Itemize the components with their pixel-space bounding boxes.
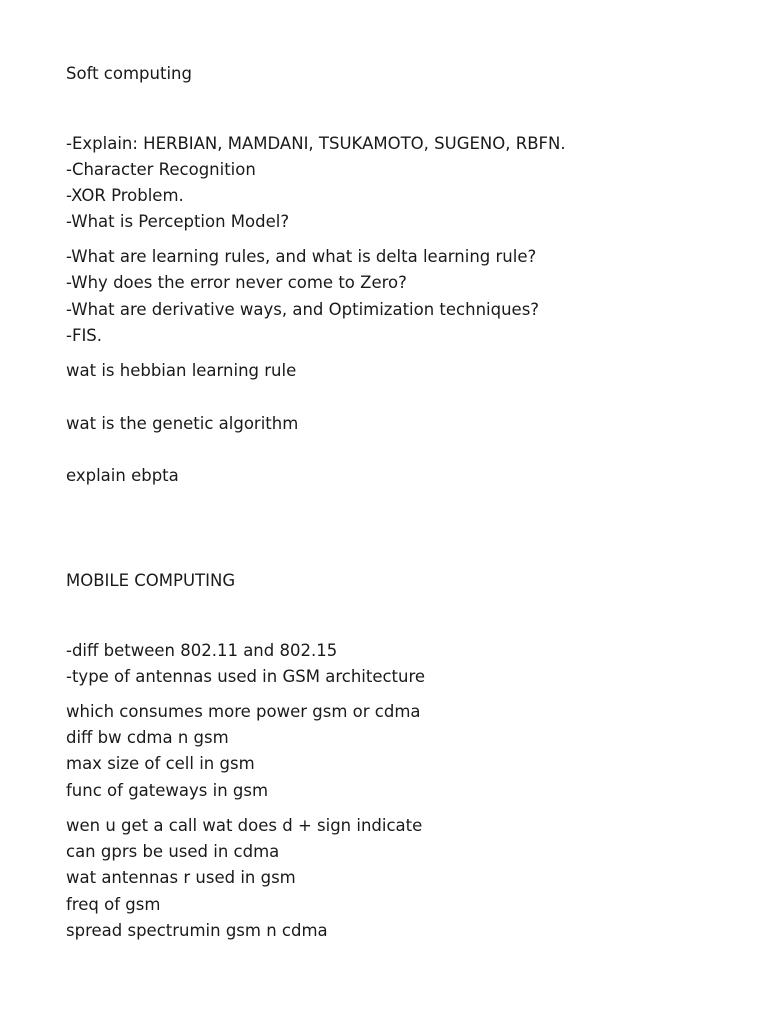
list-item: which consumes more power gsm or cdma [66,702,421,721]
list-item: -diff between 802.11 and 802.15 [66,641,338,660]
list-item: func of gateways in gsm [66,781,269,800]
list-item: wat antennas r used in gsm [66,868,296,887]
list-item: spread spectrumin gsm n cdma [66,921,328,940]
list-item: freq of gsm [66,895,161,914]
list-item: diff bw cdma n gsm [66,728,229,747]
list-item: max size of cell in gsm [66,754,255,773]
mobile-computing-heading: MOBILE COMPUTING [66,571,236,590]
list-item: wen u get a call wat does d + sign indicate [66,816,423,835]
soft-computing-heading: Soft computing [66,64,192,83]
list-item: -What is Perception Model? [66,212,290,231]
list-item: can gprs be used in cdma [66,842,280,861]
list-item: wat is the genetic algorithm [66,414,299,433]
list-item: -What are derivative ways, and Optimization techniques? [66,300,540,319]
list-item: explain ebpta [66,466,179,485]
list-item: -Why does the error never come to Zero? [66,273,407,292]
list-item: -Explain: HERBIAN, MAMDANI, TSUKAMOTO, SUGENO, RBFN. [66,134,566,153]
list-item: -XOR Problem. [66,186,184,205]
list-item: wat is hebbian learning rule [66,361,297,380]
list-item: -FIS. [66,326,103,345]
list-item: -type of antennas used in GSM architecture [66,667,426,686]
list-item: -What are learning rules, and what is delta learning rule? [66,247,537,266]
list-item: -Character Recognition [66,160,256,179]
